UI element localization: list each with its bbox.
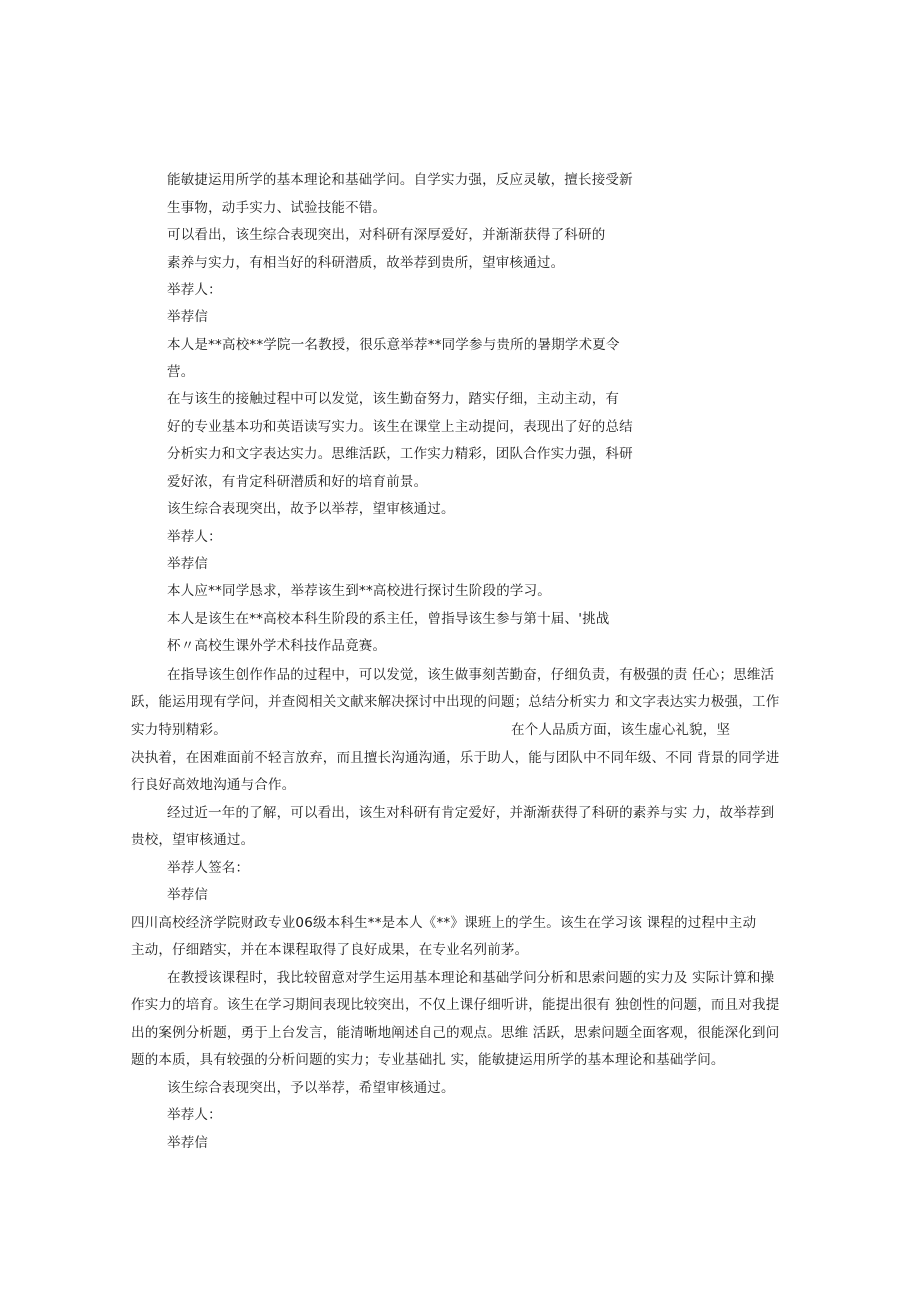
text-line: 好的专业基本功和英语读写实力。该生在课堂上主动提问，表现出了好的总结 [167, 419, 633, 435]
letter-heading: 举荐信 [167, 309, 209, 325]
recommender-label: 举荐人： [167, 282, 222, 298]
text-line: 出的案例分析题，勇于上台发言，能清晰地阐述自己的观点。思维 活跃，思索问题全面客观，很能深化到问 [131, 1025, 780, 1041]
text-line: 在指导该生创作作品的过程中，可以发觉，该生做事刻苦勤奋，仔细负责，有极强的责 任心；思维活 [167, 667, 775, 683]
text-line: 主动，仔细踏实，并在本课程取得了良好成果，在专业名列前茅。 [131, 942, 529, 958]
text-line: 四川高校经济学院财政专业06级本科生**是本人《**》课班上的学生。该生在学习该 课程的过程中主动 [131, 915, 757, 931]
text-line: 在个人品质方面，该生虚心礼貌，坚 [511, 722, 731, 738]
text-line: 实力特别精彩。 [131, 722, 227, 738]
recommender-label: 举荐人： [167, 529, 222, 545]
text-line: 跃，能运用现有学问，并查阅相关文献来解决探讨中出现的问题；总结分析实力 和文字表达实力极强，工作 [131, 694, 780, 710]
text-line: 可以看出，该生综合表现突出，对科研有深厚爱好，并渐渐获得了科研的 [167, 227, 606, 243]
text-line: 经过近一年的了解，可以看出，该生对科研有肯定爱好，并渐渐获得了科研的素养与实 力，故举荐到 [167, 805, 775, 821]
text-line: 营。 [167, 364, 195, 380]
letter-heading: 举荐信 [167, 1135, 209, 1151]
text-line: 在与该生的接触过程中可以发觉，该生勤奋努力，踏实仔细，主动主动，有 [167, 391, 620, 407]
text-line: 生事物，动手实力、试验技能不错。 [167, 200, 387, 216]
text-line: 本人是**高校**学院一名教授，很乐意举荐**同学参与贵所的暑期学术夏令 [167, 337, 620, 353]
text-line: 该生综合表现突出，故予以举荐，望审核通过。 [167, 501, 455, 517]
recommender-signature-label: 举荐人签名： [167, 860, 250, 876]
text-line: 贵校，望审核通过。 [131, 832, 255, 848]
text-line: 能敏捷运用所学的基本理论和基础学问。自学实力强，反应灵敏，擅长接受新 [167, 172, 633, 188]
text-line: 作实力的培育。该生在学习期间表现比较突出，不仅上课仔细听讲，能提出很有 独创性的问题，而且对我提 [131, 997, 780, 1013]
text-line: 决执着，在困难面前不轻言放弃，而且擅长沟通沟通，乐于助人，能与团队中不同年级、不同 背景的同学进 [131, 750, 780, 766]
text-line: 在教授该课程时，我比较留意对学生运用基本理论和基础学问分析和思索问题的实力及 实际计算和操 [167, 970, 775, 986]
text-line: 爱好浓，有肯定科研潜质和好的培育前景。 [167, 474, 428, 490]
text-line: 分析实力和文字表达实力。思维活跃，工作实力精彩，团队合作实力强，科研 [167, 446, 633, 462]
text-line: 题的本质，具有较强的分析问题的实力；专业基础扎 实，能敏捷运用所学的基本理论和基础学问。 [131, 1052, 725, 1068]
text-line: 行良好高效地沟通与合作。 [131, 777, 296, 793]
letter-heading: 举荐信 [167, 556, 209, 572]
text-line: 本人应**同学恳求，举荐该生到**高校进行探讨生阶段的学习。 [167, 583, 551, 599]
letter-heading: 举荐信 [167, 887, 209, 903]
text-line: 该生综合表现突出，予以举荐，希望审核通过。 [167, 1080, 455, 1096]
recommender-label: 举荐人： [167, 1107, 222, 1123]
text-line: 素养与实力，有相当好的科研潜质，故举荐到贵所，望审核通过。 [167, 255, 565, 271]
text-line: 杯〃高校生课外学术科技作品竟赛。 [167, 638, 387, 654]
text-line: 本人是该生在**高校本科生阶段的系主任，曾指导该生参与第十届、'挑战 [167, 611, 610, 627]
